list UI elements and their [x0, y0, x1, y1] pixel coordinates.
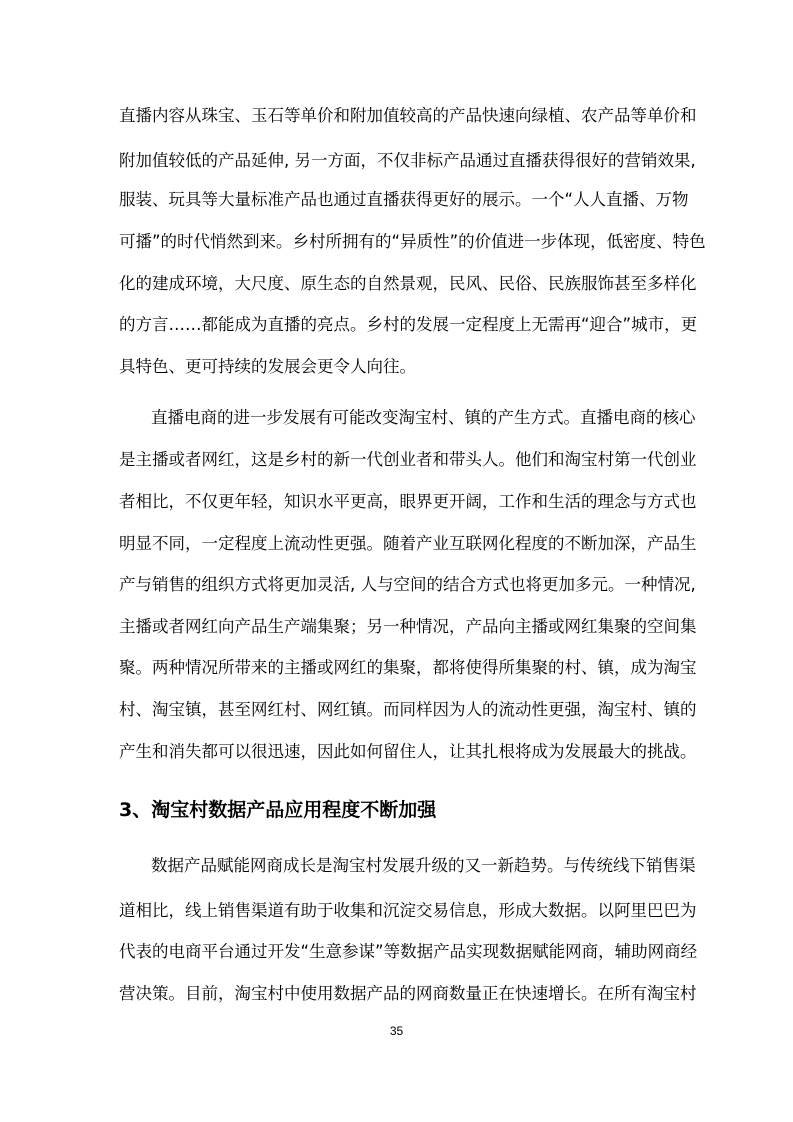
paragraph-2-line: 产与销售的组织方式将更加灵活, 人与空间的结合方式也将更加多元。一种情况, — [119, 575, 696, 594]
paragraph-1-line: 服装、玩具等大量标准产品也通过直播获得更好的展示。一个“人人直播、万物 — [119, 190, 689, 209]
paragraph-3-line: 营决策。目前，淘宝村中使用数据产品的网商数量正在快速增长。在所有淘宝村 — [119, 984, 697, 1003]
paragraph-1-line: 化的建成环境，大尺度、原生态的自然景观，民风、民俗、民族服饰甚至多样化 — [119, 274, 697, 293]
paragraph-3-line: 代表的电商平台通过开发“生意参谋”等数据产品实现数据赋能网商，辅助网商经 — [119, 942, 698, 961]
paragraph-1-line: 的方言……都能成为直播的亮点。乡村的发展一定程度上无需再“迎合”城市，更 — [119, 315, 698, 334]
paragraph-2-line: 直播电商的进一步发展有可能改变淘宝村、镇的产生方式。直播电商的核心 — [151, 408, 696, 427]
paragraph-2-line: 主播或者网红向产品生产端集聚；另一种情况，产品向主播或网红集聚的空间集 — [119, 617, 697, 636]
paragraph-1-line: 可播”的时代悄然到来。乡村所拥有的“异质性”的价值进一步体现，低密度、特色 — [119, 232, 706, 251]
paragraph-2-line: 产生和消失都可以很迅速，因此如何留住人，让其扎根将成为发展最大的挑战。 — [119, 742, 697, 761]
paragraph-1-line: 具特色、更可持续的发展会更令人向往。 — [119, 357, 416, 376]
section-heading: 3、淘宝村数据产品应用程度不断加强 — [119, 799, 437, 821]
paragraph-2-line: 明显不同，一定程度上流动性更强。随着产业互联网化程度的不断加深，产品生 — [119, 534, 697, 553]
paragraph-2-line: 者相比，不仅更年轻，知识水平更高，眼界更开阔，工作和生活的理念与方式也 — [119, 492, 697, 511]
paragraph-2-line: 聚。两种情况所带来的主播或网红的集聚，都将使得所集聚的村、镇，成为淘宝 — [119, 658, 697, 677]
paragraph-1-line: 直播内容从珠宝、玉石等单价和附加值较高的产品快速向绿植、农产品等单价和 — [119, 106, 697, 125]
paragraph-1-line: 附加值较低的产品延伸, 另一方面，不仅非标产品通过直播获得很好的营销效果, — [119, 151, 696, 170]
paragraph-3-line: 道相比，线上销售渠道有助于收集和沉淀交易信息，形成大数据。以阿里巴巴为 — [119, 901, 697, 920]
page-number: 35 — [389, 1024, 404, 1038]
paragraph-2-line: 村、淘宝镇，甚至网红村、网红镇。而同样因为人的流动性更强，淘宝村、镇的 — [119, 700, 697, 719]
paragraph-2-line: 是主播或者网红，这是乡村的新一代创业者和带头人。他们和淘宝村第一代创业 — [119, 450, 697, 469]
paragraph-3-line: 数据产品赋能网商成长是淘宝村发展升级的又一新趋势。与传统线下销售渠 — [151, 856, 696, 875]
